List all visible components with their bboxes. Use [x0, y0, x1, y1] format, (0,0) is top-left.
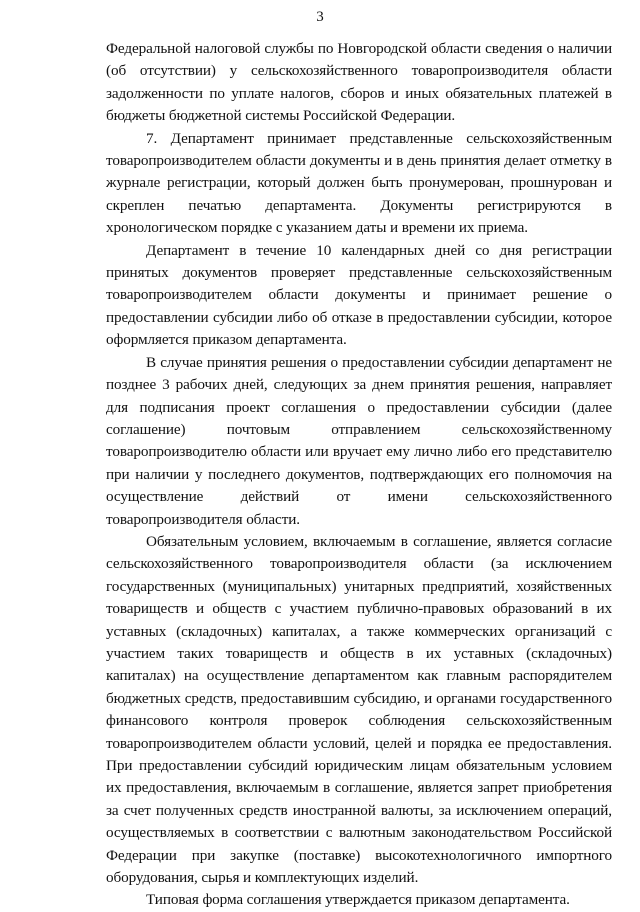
paragraph-standard-form: Типовая форма соглашения утверждается приказом департамента. — [146, 891, 570, 909]
paragraph-item-7: 7. Департамент принимает представленные сельскохозяйственным товаропроизводителем области документы и в день принятия делает отметку в журнале регистрации, который должен быть пронумерован, прошнурован и скреплен печатью департамента. Документы регистрируются в хронологическом порядке с указанием даты и времени их приема. — [106, 129, 612, 237]
paragraph-continuation: Федеральной налоговой службы по Новгородской области сведения о наличии (об отсутствии) у сельскохозяйственного товаропроизводителя области задолженности по уплате налогов, сборов и иных обязательных платежей в бюджеты бюджетной системы Российской Федерации. — [106, 40, 612, 125]
paragraph-mandatory-condition: Обязательным условием, включаемым в соглашение, является согласие сельскохозяйственного товаропроизводителя области (за исключением государственных (муниципальных) унитарных предприятий, хозяйственных товариществ и обществ с участием публично-правовых образований в их уставных (складочных) капиталах, а также коммерческих организаций с участием таких товариществ и обществ в их уставных (складочных) капиталах) на осуществление департаментом как главным распорядителем бюджетных средств, предоставившим субсидию, и органами государственного финансового контроля проверок соблюдения сельскохозяйственным товаропроизводителем области условий, целей и порядка ее предоставления. При предоставлении субсидий юридическим лицам обязательным условием их предоставления, включаемым в соглашение, является запрет приобретения за счет полученных средств иностранной валюты, за исключением операций, осуществляемых в соответствии с валютным законодательством Российской Федерации при закупке (поставке) высокотехнологичного импортного оборудования, сырья и комплектующих изделий. — [106, 532, 612, 887]
paragraph-agreement-sending: В случае принятия решения о предоставлении субсидии департамент не позднее 3 рабочих дней, следующих за днем принятия решения, направляет для подписания проект соглашения о предоставлении субсидии (далее соглашение) почтовым отправлением сельскохозяйственному товаропроизводителю области или вручает ему лично либо его представителю при наличии у последнего документов, подтверждающих его полномочия на осуществление действий от имени сельскохозяйственного товаропроизводителя области. — [106, 353, 612, 528]
paragraph-review: Департамент в течение 10 календарных дней со дня регистрации принятых документов проверяет представленные сельскохозяйственным товаропроизводителем области документы и принимает решение о предоставлении субсидии либо об отказе в предоставлении субсидии, которое оформляется приказом департамента. — [106, 241, 612, 349]
document-body — [106, 38, 612, 912]
page-number: 3 — [316, 9, 324, 25]
